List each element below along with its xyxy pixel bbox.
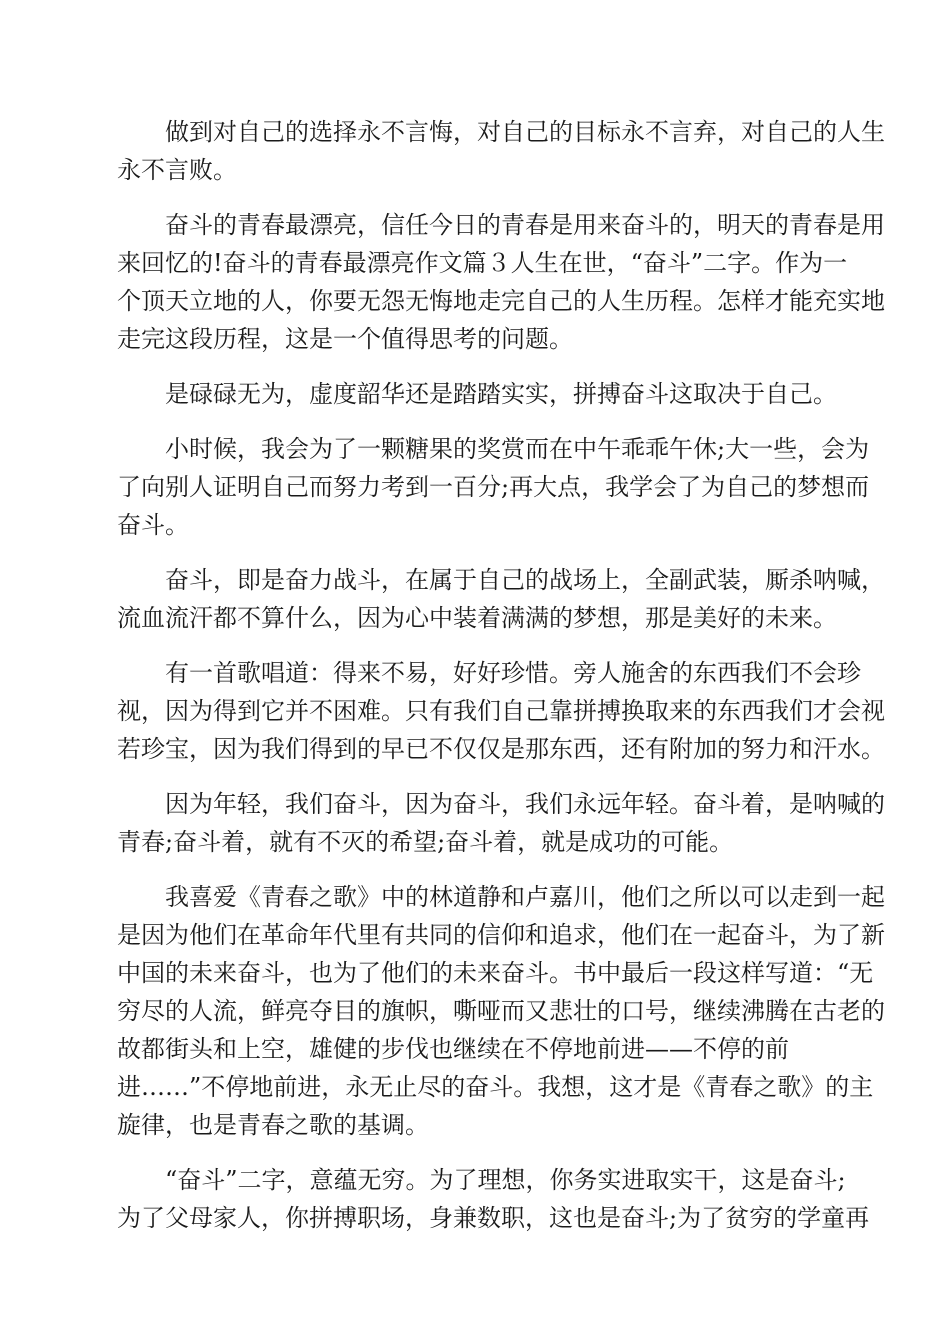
text-line: 旋律，也是青春之歌的基调。: [117, 1111, 429, 1139]
text-line: “奋斗”二字，意蕴无穷。为了理想，你务实进取实干，这是奋斗;: [165, 1166, 846, 1194]
text-line: 了向别人证明自己而努力考到一百分;再大点，我学会了为自己的梦想而: [117, 473, 870, 501]
text-line: 来回忆的!奋斗的青春最漂亮作文篇３人生在世，“奋斗”二字。作为一: [117, 249, 848, 277]
paragraph: [117, 785, 885, 861]
text-line: 是因为他们在革命年代里有共同的信仰和追求，他们在一起奋斗，为了新: [117, 921, 885, 949]
text-line: 永不言败。: [117, 156, 237, 184]
text-line: 做到对自己的选择永不言悔，对自己的目标永不言弃，对自己的人生: [165, 118, 885, 146]
text-line: 是碌碌无为，虚度韶华还是踏踏实实，拼搏奋斗这取决于自己。: [165, 380, 837, 408]
text-line: 为了父母家人，你拼搏职场，身兼数职，这也是奋斗;为了贫穷的学童再: [117, 1204, 870, 1232]
text-line: 穷尽的人流，鲜亮夺目的旗帜，嘶哑而又悲壮的口号，继续沸腾在古老的: [117, 997, 885, 1025]
text-line: 流血流汗都不算什么，因为心中装着满满的梦想，那是美好的未来。: [117, 604, 837, 632]
document-body: [117, 113, 885, 1254]
text-line: 奋斗的青春最漂亮，信任今日的青春是用来奋斗的，明天的青春是用: [165, 211, 885, 239]
text-line: 进……”不停地前进，永无止尽的奋斗。我想，这才是《青春之歌》的主: [117, 1073, 874, 1101]
text-line: 小时候，我会为了一颗糖果的奖赏而在中午乖乖午休;大一些，会为: [165, 435, 870, 463]
text-line: 因为年轻，我们奋斗，因为奋斗，我们永远年轻。奋斗着，是呐喊的: [165, 790, 885, 818]
paragraph: [117, 206, 885, 358]
text-line: 奋斗。: [117, 511, 189, 539]
text-line: 视，因为得到它并不困难。只有我们自己靠拼搏换取来的东西我们才会视: [117, 697, 885, 725]
text-line: 若珍宝，因为我们得到的早已不仅仅是那东西，还有附加的努力和汗水。: [117, 735, 885, 763]
paragraph: [117, 113, 885, 189]
paragraph: [117, 1161, 870, 1237]
text-line: 走完这段历程，这是一个值得思考的问题。: [117, 325, 573, 353]
text-line: 个顶天立地的人，你要无怨无悔地走完自己的人生历程。怎样才能充实地: [117, 287, 885, 315]
paragraph: [117, 430, 870, 544]
text-line: 青春;奋斗着，就有不灭的希望;奋斗着，就是成功的可能。: [117, 828, 734, 856]
text-line: 有一首歌唱道：得来不易，好好珍惜。旁人施舍的东西我们不会珍: [165, 659, 861, 687]
text-line: 奋斗，即是奋力战斗，在属于自己的战场上，全副武装，厮杀呐喊，: [165, 566, 885, 594]
paragraph: [117, 654, 885, 768]
text-line: 故都街头和上空，雄健的步伐也继续在不停地前进——不停的前: [117, 1035, 789, 1063]
text-line: 我喜爱《青春之歌》中的林道静和卢嘉川，他们之所以可以走到一起: [165, 883, 885, 911]
text-line: 中国的未来奋斗，也为了他们的未来奋斗。书中最后一段这样写道：“无: [117, 959, 874, 987]
paragraph: [117, 878, 885, 1144]
paragraph: [117, 561, 885, 637]
paragraph: [117, 375, 835, 413]
